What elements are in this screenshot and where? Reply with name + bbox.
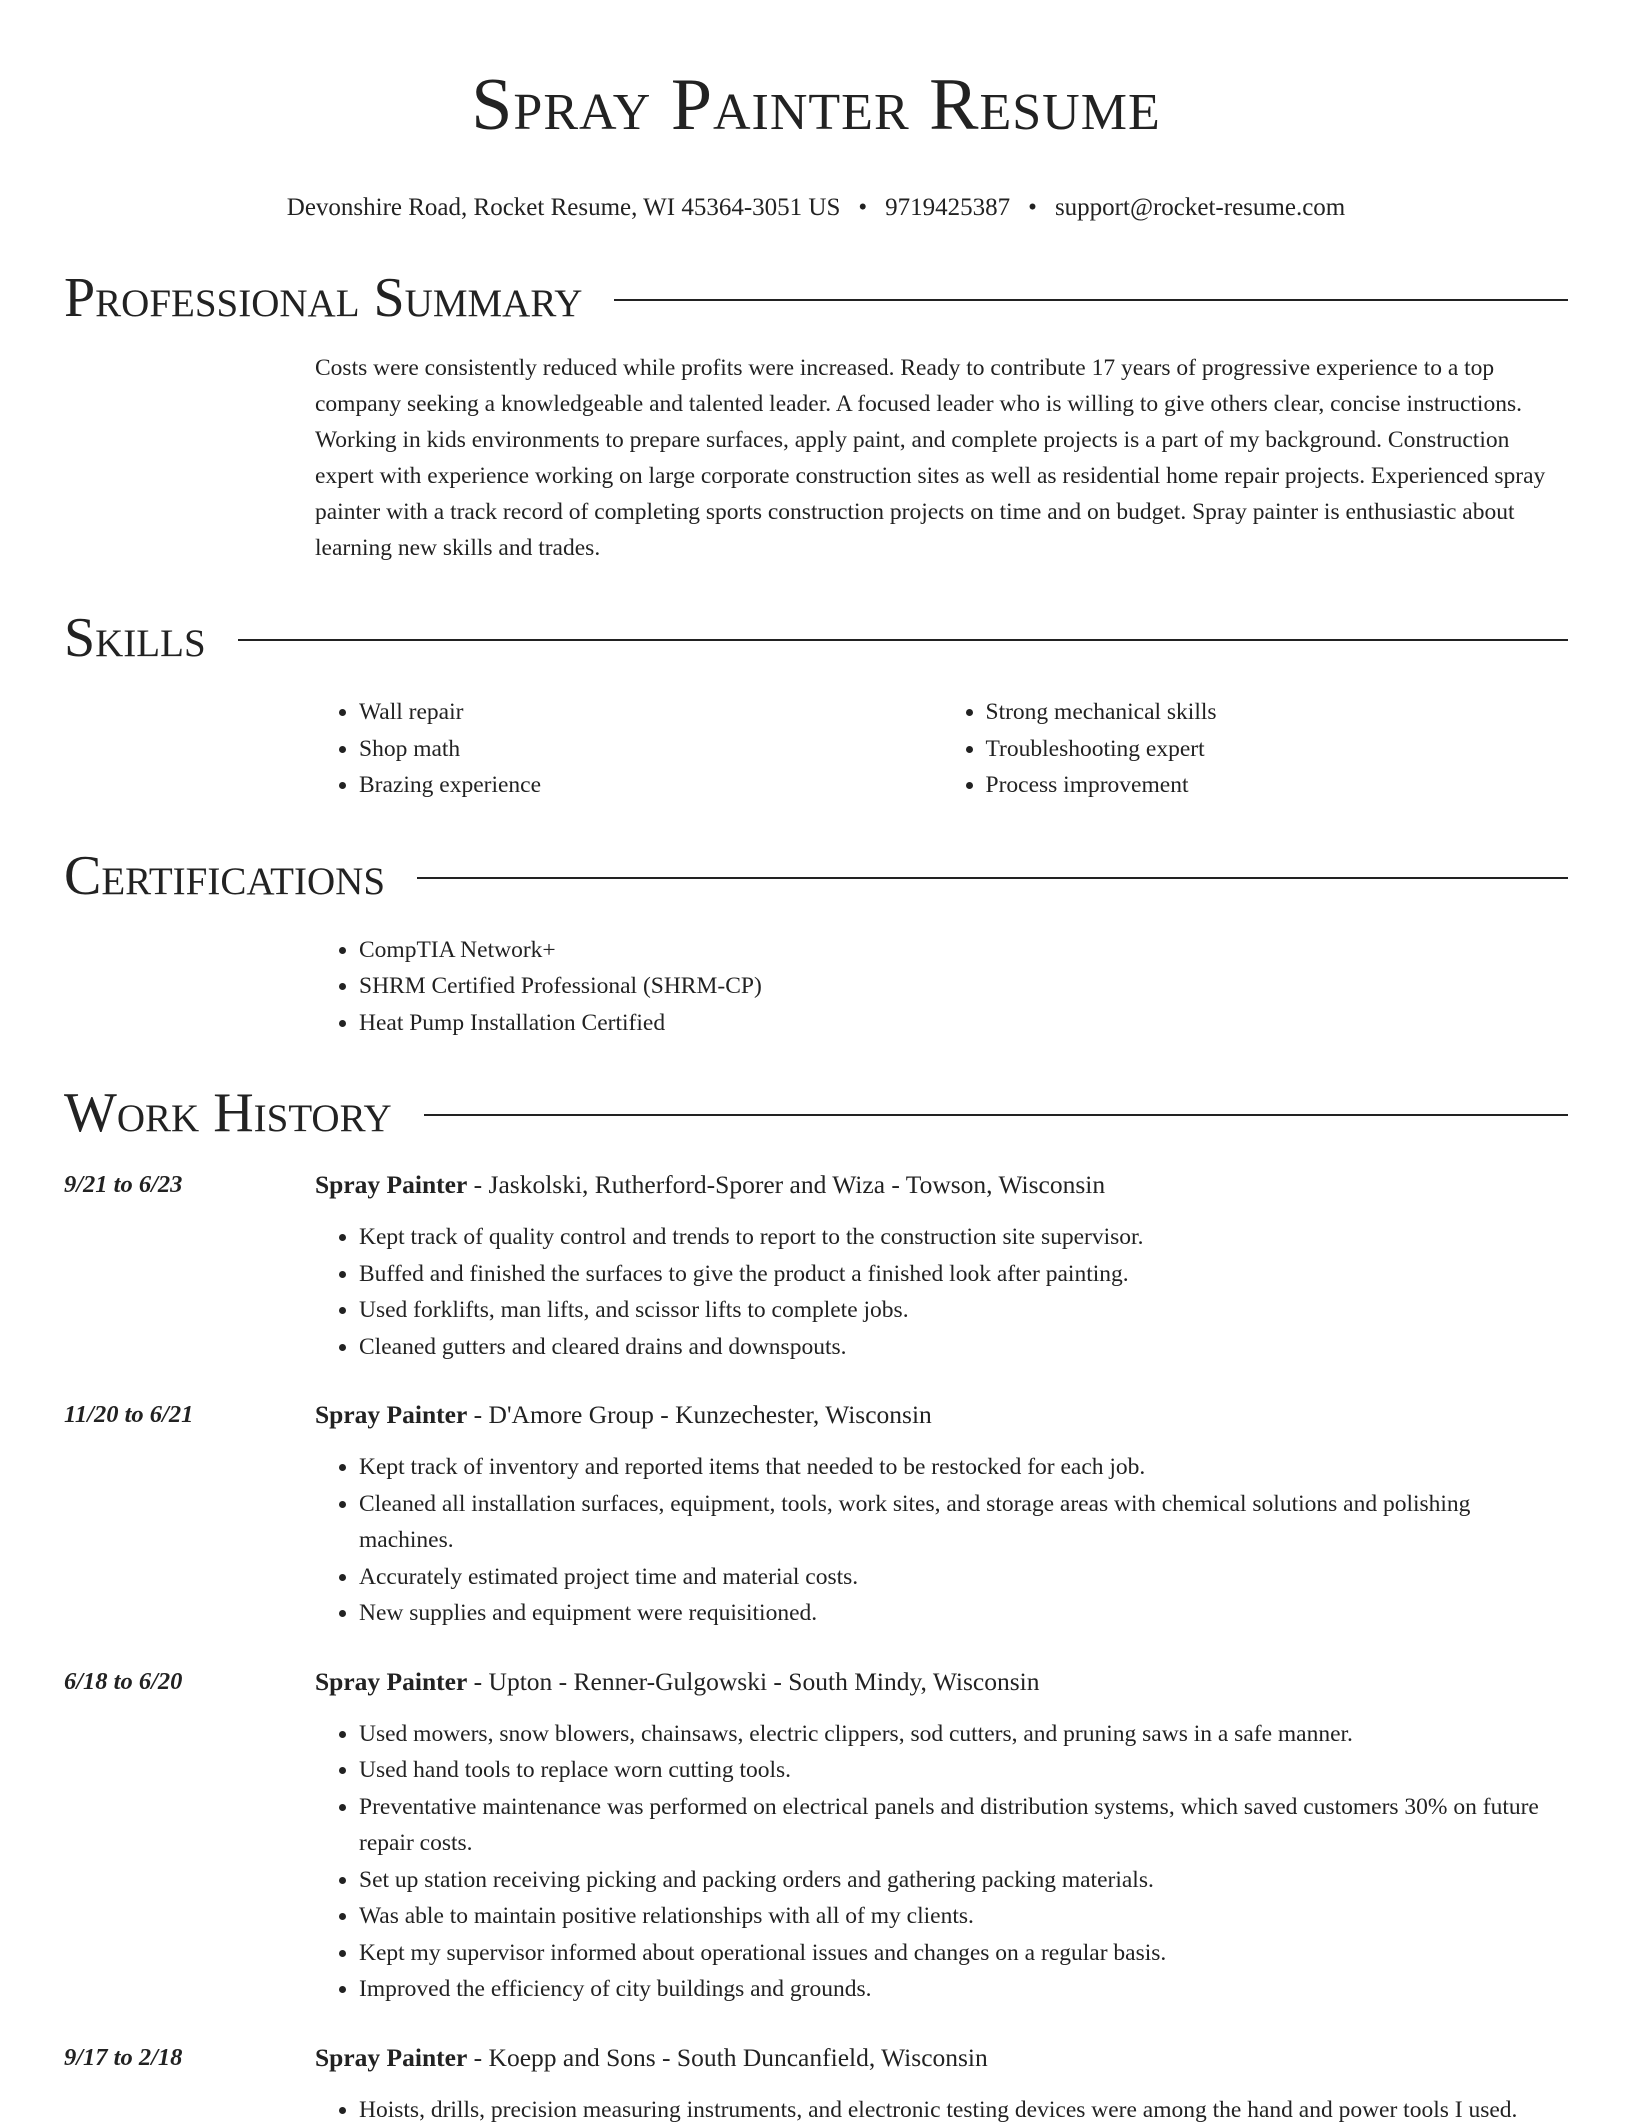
job-header: [315, 2040, 1568, 2076]
job-bullet: • Kept my supervisor informed about operational issues and changes on a regular basis.: [359, 1935, 1568, 1972]
job-dates: 11/20 to 6/21: [64, 1397, 315, 1646]
job-details: [315, 1167, 1568, 1379]
job-bullets: [315, 2092, 1568, 2128]
job-details: [315, 1397, 1568, 1646]
page-title: Spray Painter Resume: [64, 0, 1568, 150]
job-bullet: • Accurately estimated project time and material costs.: [359, 1559, 1568, 1596]
job-bullet: • Used mowers, snow blowers, chainsaws, electric clippers, sod cutters, and pruning saws in a safe manner.: [359, 1716, 1568, 1753]
job-role: Spray Painter: [315, 1170, 467, 1199]
job-dates: 6/18 to 6/20: [64, 1664, 315, 2022]
certification-item: • SHRM Certified Professional (SHRM-CP): [359, 968, 1568, 1005]
skill-item: • Brazing experience: [359, 767, 942, 804]
job-bullet: • Set up station receiving picking and packing orders and gathering packing materials.: [359, 1862, 1568, 1899]
section-divider: [417, 877, 1568, 879]
job-bullet: • Was able to maintain positive relationships with all of my clients.: [359, 1898, 1568, 1935]
job-entry: [64, 1397, 1568, 1646]
resume-page: [64, 0, 1568, 2128]
section-divider: [238, 639, 1568, 641]
job-bullets: [315, 1716, 1568, 2008]
contact-separator: •: [1010, 194, 1055, 221]
job-bullet: • Preventative maintenance was performed on electrical panels and distribution systems, which saved customers 30% on future repair costs.: [359, 1789, 1568, 1862]
contact-email[interactable]: support@rocket-resume.com: [1055, 194, 1345, 221]
skills-section-header: [64, 606, 1568, 670]
job-dates: 9/21 to 6/23: [64, 1167, 315, 1379]
job-role: Spray Painter: [315, 1400, 467, 1429]
certifications-heading: Certifications: [64, 844, 385, 908]
job-bullet: • Cleaned gutters and cleared drains and downspouts.: [359, 1329, 1568, 1366]
job-bullet: • Kept track of inventory and reported items that needed to be restocked for each job.: [359, 1449, 1568, 1486]
job-bullet: • Buffed and finished the surfaces to give the product a finished look after painting.: [359, 1256, 1568, 1293]
job-company-location: - D'Amore Group - Kunzechester, Wisconsin: [467, 1400, 932, 1429]
skills-list-left: [315, 694, 942, 804]
work-section-header: [64, 1081, 1568, 1145]
skill-item: • Process improvement: [986, 767, 1569, 804]
job-details: [315, 2040, 1568, 2128]
certifications-list: [315, 932, 1568, 1042]
skill-item: • Strong mechanical skills: [986, 694, 1569, 731]
contact-line: [64, 190, 1568, 226]
job-bullet: • Improved the efficiency of city buildings and grounds.: [359, 1971, 1568, 2008]
job-header: [315, 1664, 1568, 1700]
job-dates: 9/17 to 2/18: [64, 2040, 315, 2128]
job-entry: [64, 2040, 1568, 2128]
job-role: Spray Painter: [315, 1667, 467, 1696]
skill-item: • Shop math: [359, 731, 942, 768]
contact-phone: 9719425387: [885, 194, 1010, 221]
job-header: [315, 1397, 1568, 1433]
job-company-location: - Upton - Renner-Gulgowski - South Mindy, Wisconsin: [467, 1667, 1039, 1696]
certifications-body: [315, 932, 1568, 1042]
section-divider: [424, 1114, 1568, 1116]
job-bullet: • Kept track of quality control and trends to report to the construction site supervisor.: [359, 1219, 1568, 1256]
certification-item: • Heat Pump Installation Certified: [359, 1005, 1568, 1042]
job-bullet: • Used forklifts, man lifts, and scissor lifts to complete jobs.: [359, 1292, 1568, 1329]
work-heading: Work History: [64, 1081, 392, 1145]
job-bullets: [315, 1449, 1568, 1632]
job-header: [315, 1167, 1568, 1203]
skills-list-right: [942, 694, 1569, 804]
skill-item: • Wall repair: [359, 694, 942, 731]
certification-item: • CompTIA Network+: [359, 932, 1568, 969]
work-history: [64, 1167, 1568, 2128]
job-bullet: • Used hand tools to replace worn cutting tools.: [359, 1752, 1568, 1789]
section-divider: [614, 299, 1568, 301]
job-company-location: - Koepp and Sons - South Duncanfield, Wisconsin: [467, 2043, 987, 2072]
job-company-location: - Jaskolski, Rutherford-Sporer and Wiza - Towson, Wisconsin: [467, 1170, 1105, 1199]
contact-separator: •: [840, 194, 885, 221]
skills-heading: Skills: [64, 606, 206, 670]
skill-item: • Troubleshooting expert: [986, 731, 1569, 768]
summary-section-header: [64, 266, 1568, 330]
job-role: Spray Painter: [315, 2043, 467, 2072]
job-bullet: • Hoists, drills, precision measuring instruments, and electronic testing devices were among the hand and power tools I used.: [359, 2092, 1568, 2128]
job-bullets: [315, 1219, 1568, 1365]
job-entry: [64, 1167, 1568, 1379]
certifications-section-header: [64, 844, 1568, 908]
job-bullet: • Cleaned all installation surfaces, equipment, tools, work sites, and storage areas with chemical solutions and polishing machines.: [359, 1486, 1568, 1559]
job-bullet: • New supplies and equipment were requisitioned.: [359, 1595, 1568, 1632]
job-details: [315, 1664, 1568, 2022]
summary-heading: Professional Summary: [64, 266, 582, 330]
summary-text: Costs were consistently reduced while profits were increased. Ready to contribute 17 years of progressive experience to a top company seeking a knowledgeable and talented leader. A focused leader who is willing to give others clear, concise instructions. Working in kids environments to prepare surfaces, apply paint, and complete projects is a part of my background. Construction expert with experience working on large corporate construction sites as well as residential home repair projects. Experienced spray painter with a track record of completing sports construction projects on time and on budget. Spray painter is enthusiastic about learning new skills and trades.: [315, 350, 1568, 566]
job-entry: [64, 1664, 1568, 2022]
contact-address: Devonshire Road, Rocket Resume, WI 45364-3051 US: [287, 194, 841, 221]
summary-body: [315, 350, 1568, 566]
skills-grid: [315, 694, 1568, 804]
